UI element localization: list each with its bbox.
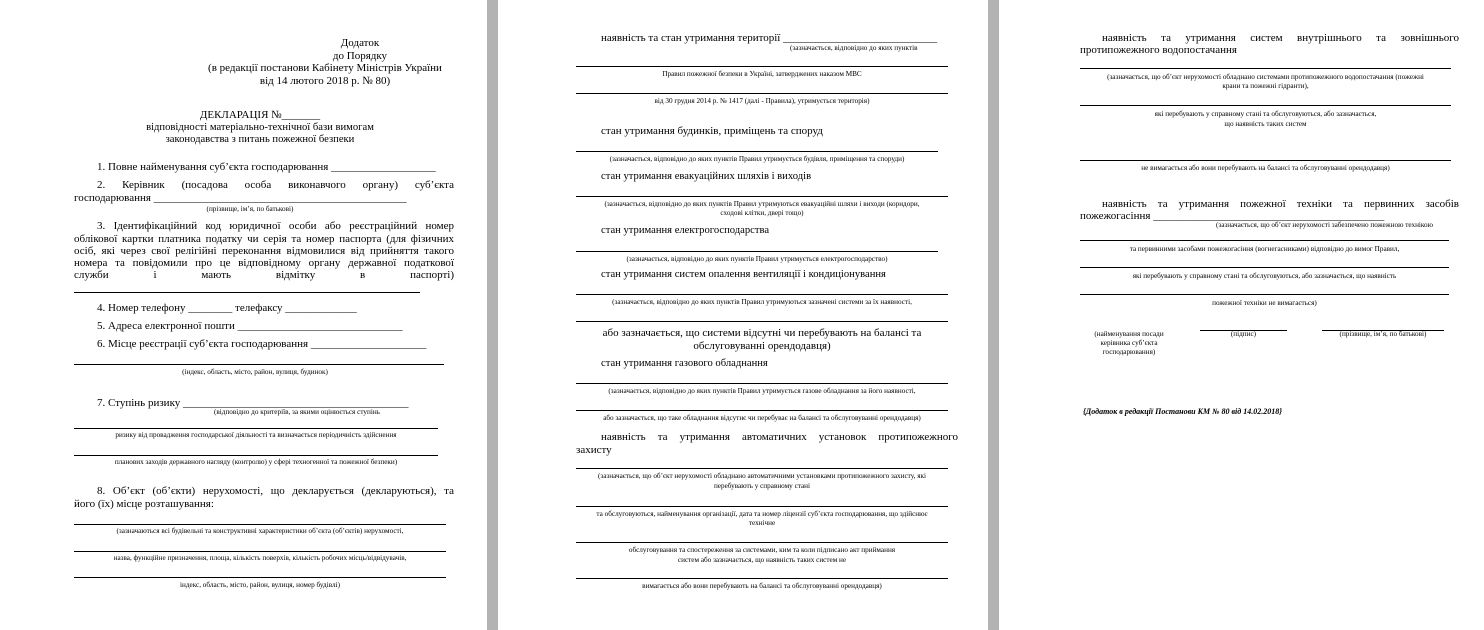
- item-3-line: осіб, які через свої релігійні переконання відмовилися від прийняття такого: [74, 245, 454, 257]
- fill-line: [576, 468, 948, 469]
- section-gas: стан утримання газового обладнання: [601, 358, 768, 369]
- header-line: до Порядку: [332, 50, 388, 62]
- section-heating: стан утримання систем опалення вентиляції і кондиціонування: [601, 269, 886, 280]
- full-name-label: (прізвище, ім’я, по батькові): [1339, 330, 1427, 338]
- document-page-2: [498, 0, 988, 630]
- item-6-note: (індекс, область, місто, район, вулиця, будинок): [182, 368, 328, 376]
- fill-line: [576, 251, 938, 252]
- fill-line: [576, 542, 948, 543]
- water-note: які перебувають у справному стані та обслуговуються, або зазначається,: [1154, 110, 1377, 118]
- item-1: 1. Повне найменування суб’єкта господарювання ___________________: [97, 161, 436, 173]
- item-7-note: планових заходів державного нагляду (контролю) у сфері техногенної та пожежної безпеки): [114, 458, 398, 466]
- fill-line: [576, 410, 948, 411]
- fill-line: [576, 506, 948, 507]
- item-3-line: номера та повідомили про це відповідному органу державної податкової: [74, 257, 454, 269]
- fill-line: [576, 578, 948, 579]
- header-line: від 14 лютого 2018 р. № 80): [259, 75, 391, 87]
- header-line: Додаток: [340, 37, 380, 49]
- equipment-note: пожежної техніки не вимагається): [1212, 299, 1317, 307]
- equipment-note: та первинними засобами пожежогасіння (вогнегасниками) відповідно до вимог Правил,: [1129, 245, 1400, 253]
- fill-line: [1080, 105, 1451, 106]
- item-2-note: (прізвище, ім’я, по батькові): [206, 205, 294, 213]
- section-electric: стан утримання електрогосподарства: [601, 225, 770, 236]
- fill-line: [74, 364, 444, 365]
- page-separator: [988, 0, 999, 630]
- fill-line: [74, 428, 438, 429]
- declaration-subtitle: законодавства з питань пожежної безпеки: [165, 134, 355, 145]
- auto-note: технічне: [748, 519, 776, 527]
- water-note: що наявність таких систем: [1224, 120, 1307, 128]
- gas-note: або зазначається, що таке обладнання відсутнє чи перебуває на балансі та обслуговуванні орендодавця): [603, 414, 921, 422]
- auto-note: та обслуговуються, найменування організації, дата та номер ліцензії суб’єкта господарювання, що здійснює: [596, 510, 928, 518]
- gas-note: (зазначається, відповідно до яких пунктів Правил утримується газове обладнання за його наявності,: [608, 387, 916, 395]
- heating-alt: обслуговуванні орендодавця): [693, 340, 831, 352]
- evacuation-note: (зазначається, відповідно до яких пунктів Правил утримуються евакуаційні шляхи і виходи (коридори,: [604, 200, 920, 208]
- item-8-note: індекс, область, місто, район, вулиця, номер будівлі): [180, 581, 340, 589]
- territory-note: від 30 грудня 2014 р. № 1417 (далі - Правила), утримується територія): [654, 97, 870, 105]
- signature-position-label: господарювання): [1102, 348, 1156, 356]
- fill-line: [576, 294, 948, 295]
- item-7: 7. Ступінь ризику _________________________________________: [97, 397, 409, 409]
- equipment-note: (зазначається, що об’єкт нерухомості забезпечено пожежною технікою: [1216, 221, 1434, 229]
- fill-line: [74, 292, 420, 293]
- auto-note: (зазначається, що об’єкт нерухомості обладнано автоматичними установками протипожежного захисту, які: [597, 472, 926, 480]
- section-water: наявність та утримання систем внутрішнього та зовнішнього: [1102, 32, 1459, 44]
- fill-line: [576, 151, 938, 152]
- fill-line: [1080, 294, 1449, 295]
- water-note: крани та пожежні гідранти),: [1222, 82, 1309, 90]
- heating-note: (зазначається, відповідно до яких пунктів Правил утримуються зазначені системи за їх наявності,: [612, 298, 912, 306]
- buildings-note: (зазначається, відповідно до яких пунктів Правил утримується будівля, приміщення та споруди): [609, 155, 905, 163]
- section-evacuation: стан утримання евакуаційних шляхів і виходів: [601, 171, 812, 182]
- equipment-note: які перебувають у справному стані та обслуговуються, або зазначається, що наявність: [1132, 272, 1397, 280]
- page-separator: [487, 0, 498, 630]
- section-territory: наявність та стан утримання території ____________________________: [601, 32, 938, 44]
- territory-note: (зазначається, відповідно до яких пунктів: [790, 44, 918, 52]
- signature-label: (підпис): [1230, 330, 1257, 338]
- fill-line: [576, 93, 948, 94]
- fill-line: [74, 551, 446, 552]
- document-page-3: [999, 0, 1484, 630]
- item-7-note: ризику від провадження господарської діяльності та визначається періодичність здійснення: [115, 431, 397, 439]
- item-8-note: назва, функційне призначення, площа, кількість поверхів, кількість робочих місць/відвідувачів,: [113, 554, 407, 562]
- declaration-subtitle: відповідності матеріально-технічної бази вимогам: [146, 122, 374, 133]
- section-water-cont: протипожежного водопостачання: [1080, 44, 1237, 56]
- item-8-cont: його (їх) місце розташування:: [74, 498, 214, 510]
- item-3-line: облікової картки платника податку чи серія та номер паспорта (для фізичних: [74, 233, 454, 245]
- section-auto-protection-cont: захисту: [576, 444, 612, 456]
- auto-note: вимагається або вони перебувають на балансі та обслуговуванні орендодавця): [642, 582, 882, 590]
- fill-line: [1080, 160, 1451, 161]
- item-8-note: (зазначаються всі будівельні та конструктивні характеристики об’єкта (об’єктів) нерухомості,: [116, 527, 404, 535]
- section-fire-equipment-cont: пожежогасіння __________________________________________: [1080, 210, 1385, 222]
- item-8: 8. Об’єкт (об’єкти) нерухомості, що декларується (декларуються), та: [97, 485, 454, 497]
- auto-note: обслуговування та спостереження за системами, ким та коли підписано акт приймання: [628, 546, 896, 554]
- item-5: 5. Адреса електронної пошти ______________________________: [97, 320, 403, 332]
- fill-line: [1080, 240, 1449, 241]
- evacuation-note: сходові клітки, двері тощо): [720, 209, 804, 217]
- fill-line: [576, 321, 948, 322]
- signature-position-label: керівника суб’єкта: [1100, 339, 1158, 347]
- item-7-note: (відповідно до критеріїв, за якими оцінюється ступінь: [214, 408, 380, 416]
- fill-line: [74, 577, 446, 578]
- fill-line: [576, 383, 948, 384]
- item-6: 6. Місце реєстрації суб’єкта господарювання _____________________: [97, 338, 427, 350]
- heating-alt: або зазначається, що системи відсутні чи перебувають на балансі та: [602, 327, 922, 339]
- item-2-cont: господарювання ______________________________________________: [74, 192, 407, 204]
- item-3-line: служби і мають відмітку в паспорті): [74, 269, 454, 281]
- section-auto-protection: наявність та утримання автоматичних установок протипожежного: [601, 431, 958, 443]
- document-page-1: [0, 0, 487, 630]
- water-note: (зазначається, що об’єкт нерухомості обладнано системами протипожежного водопостачання (пожежні: [1107, 73, 1424, 81]
- fill-line: [74, 524, 446, 525]
- fill-line: [1080, 267, 1449, 268]
- electric-note: (зазначається, відповідно до яких пунктів Правил утримується електрогосподарство): [626, 255, 888, 263]
- territory-note: Правил пожежної безпеки в Україні, затверджених наказом МВС: [662, 70, 862, 78]
- fill-line: [74, 455, 438, 456]
- fill-line: [576, 196, 948, 197]
- fill-line: [576, 66, 948, 67]
- declaration-title: ДЕКЛАРАЦІЯ №_______: [199, 109, 321, 121]
- section-buildings: стан утримання будинків, приміщень та споруд: [601, 125, 823, 137]
- header-line: (в редакції постанови Кабінету Міністрів України: [208, 62, 442, 74]
- item-3: 3. Ідентифікаційний код юридичної особи або реєстраційний номер: [97, 220, 454, 232]
- item-2: 2. Керівник (посадова особа виконавчого органу) суб’єкта: [97, 179, 454, 191]
- item-4: 4. Номер телефону ________ телефаксу _____________: [97, 302, 357, 314]
- auto-note: систем або зазначається, що наявність таких систем не: [677, 556, 847, 564]
- fill-line: [1080, 68, 1451, 69]
- amendment-note: {Додаток в редакції Постанови КМ № 80 від 14.02.2018}: [1083, 407, 1282, 416]
- signature-position-label: (найменування посади: [1094, 330, 1164, 338]
- water-note: не вимагається або вони перебувають на балансі та обслуговуванні орендодавця): [1141, 164, 1390, 172]
- section-fire-equipment: наявність та утримання пожежної техніки та первинних засобів: [1102, 198, 1459, 210]
- auto-note: перебувають у справному стані: [713, 482, 811, 490]
